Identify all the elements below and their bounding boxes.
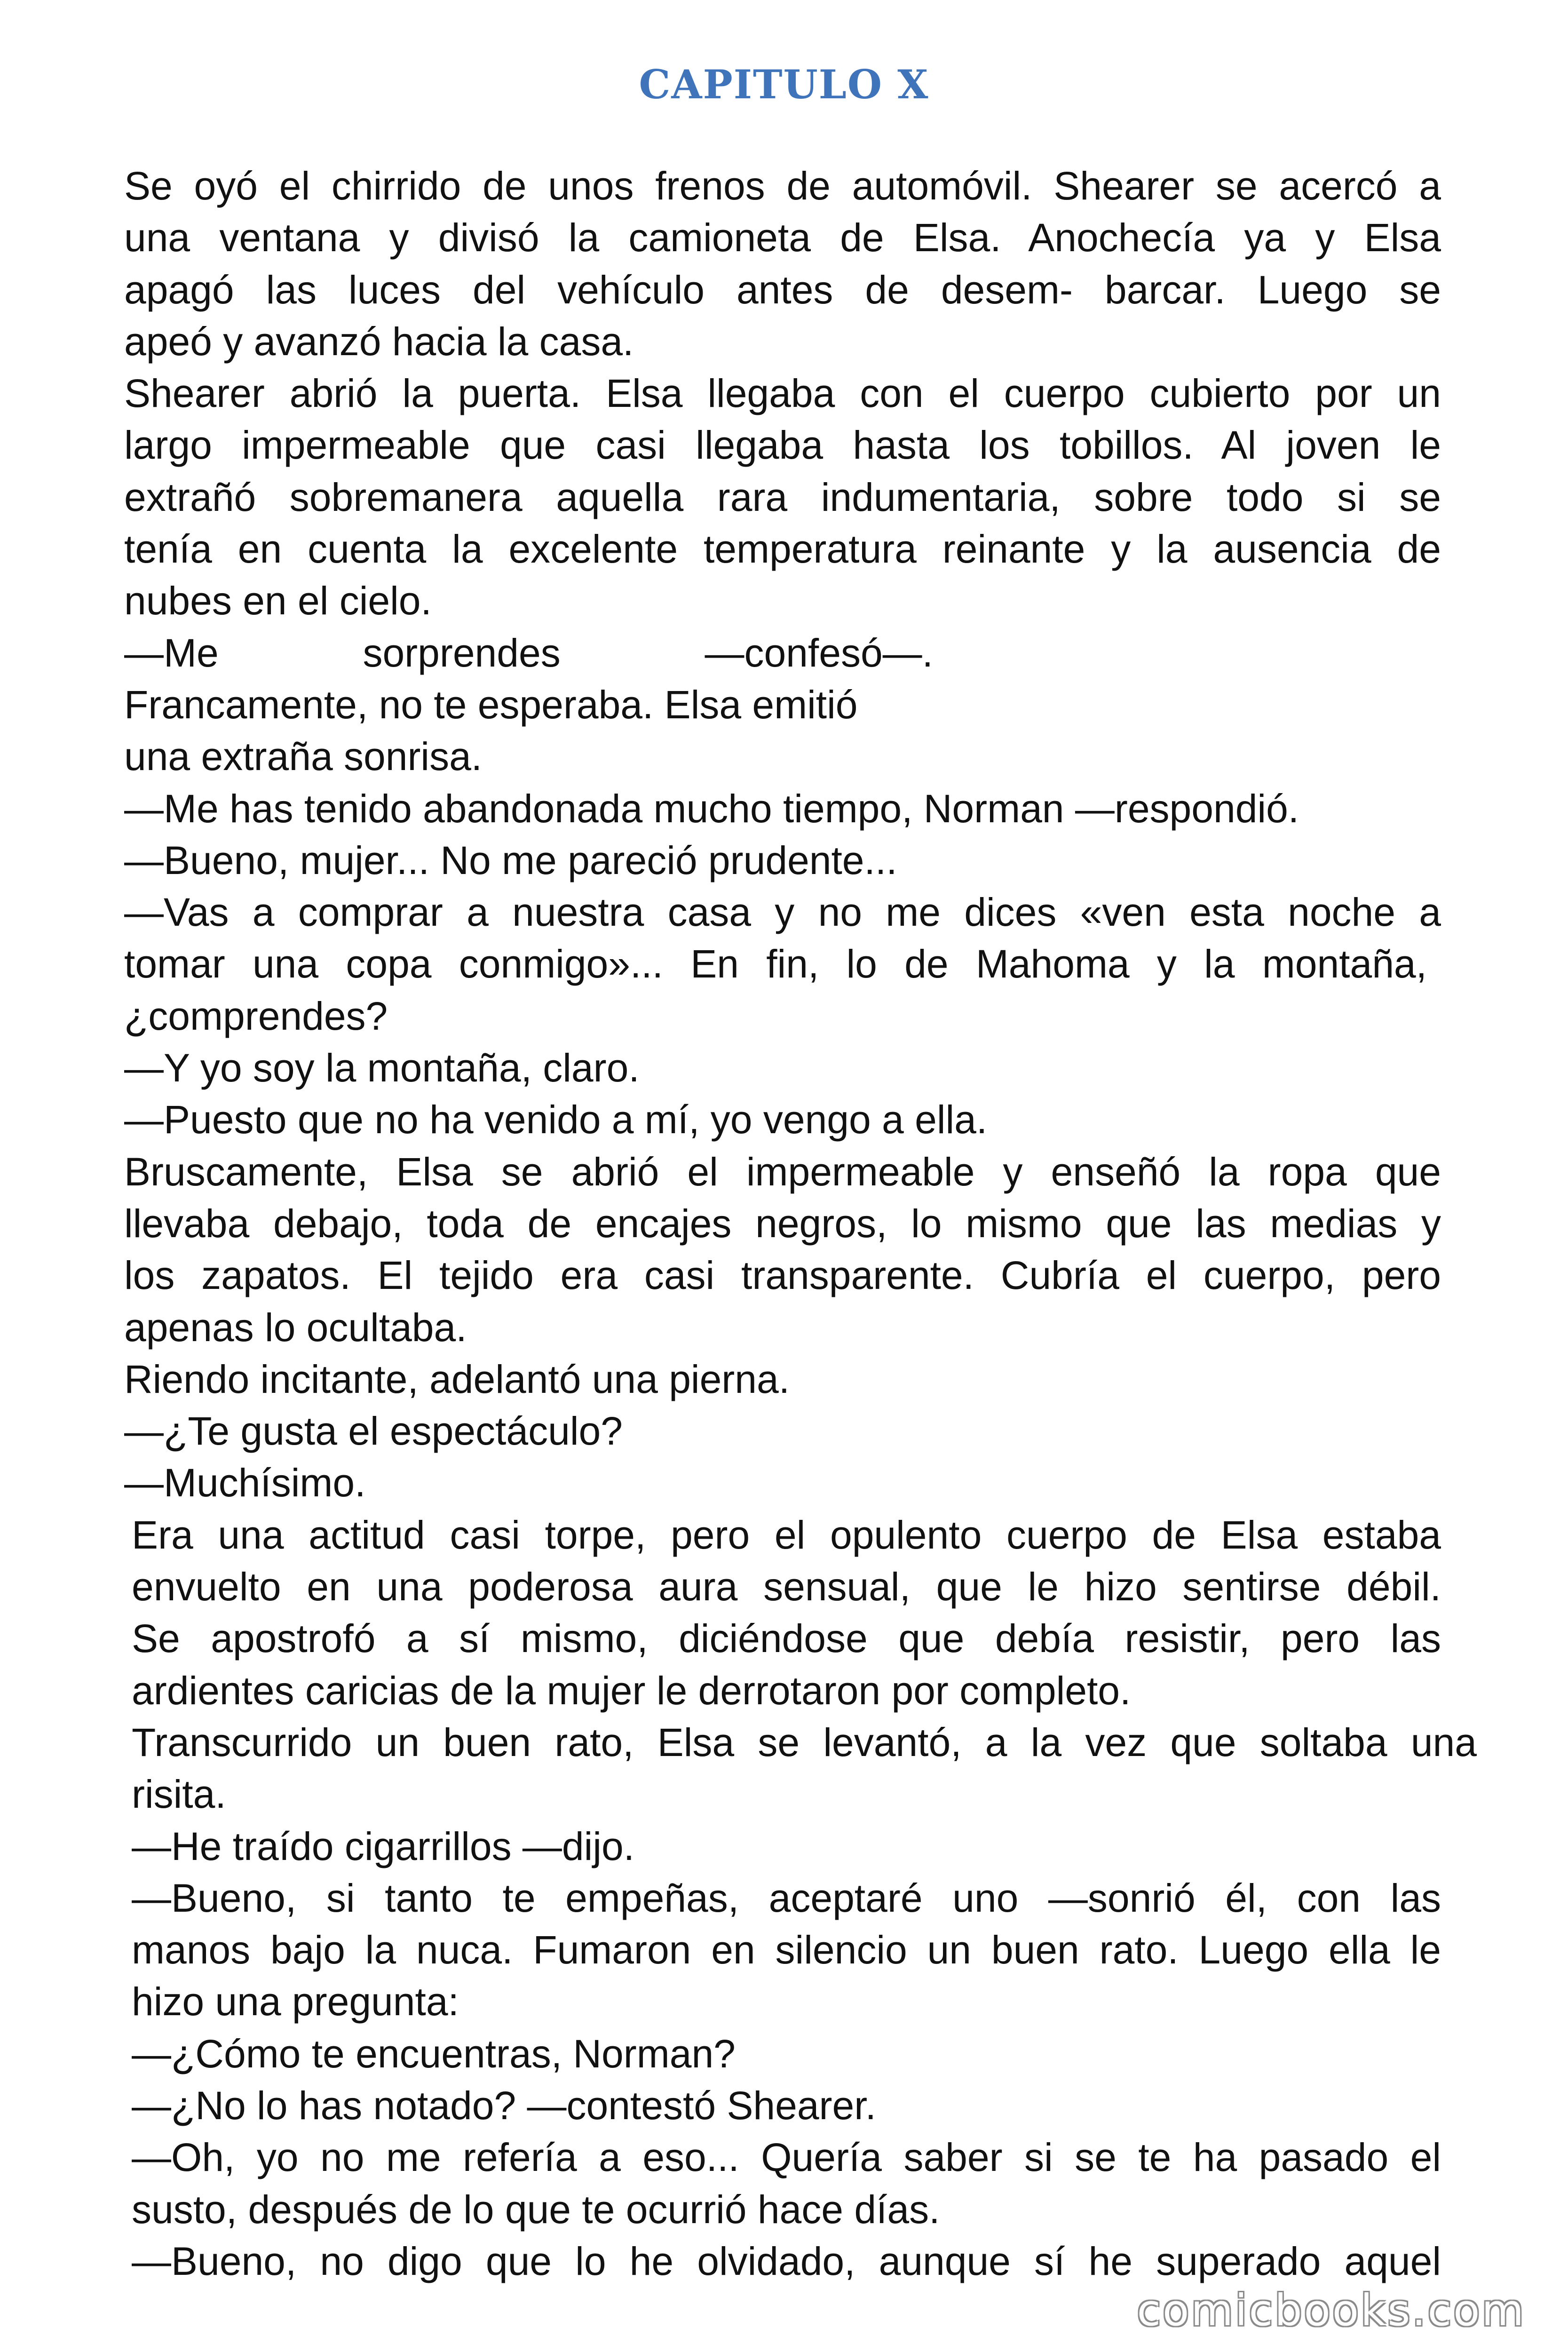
text-line: Bruscamente, Elsa se abrió el impermeable y enseñó la ropa que (124, 1149, 1441, 1194)
text-line: Riendo incitante, adelantó una pierna. (124, 1357, 790, 1401)
text-line: susto, después de lo que te ocurrió hace días. (132, 2187, 940, 2232)
text-line: —Me sorprendes —confesó—. (124, 630, 933, 675)
text-line: los zapatos. El tejido era casi transparente. Cubría el cuerpo, pero (124, 1253, 1441, 1298)
text-line: una extraña sonrisa. (124, 734, 483, 779)
text-line: tomar una copa conmigo»... En fin, lo de Mahoma y la montaña, (124, 942, 1427, 986)
text-line: —Vas a comprar a nuestra casa y no me dices «ven esta noche a (124, 890, 1441, 935)
text-line: nubes en el cielo. (124, 579, 432, 623)
text-line: —Puesto que no ha venido a mí, yo vengo a ella. (124, 1097, 988, 1142)
text-line: —Y yo soy la montaña, claro. (124, 1046, 640, 1090)
text-line: largo impermeable que casi llegaba hasta los tobillos. Al joven le (124, 423, 1441, 468)
text-line: llevaba debajo, toda de encajes negros, lo mismo que las medias y (124, 1201, 1441, 1246)
text-line: tenía en cuenta la excelente temperatura reinante y la ausencia de (124, 527, 1441, 572)
text-line: —Bueno, no digo que lo he olvidado, aunque sí he superado aquel (132, 2239, 1441, 2283)
text-line: envuelto en una poderosa aura sensual, que le hizo sentirse débil. (132, 1565, 1441, 1609)
text-line: —¿Cómo te encuentras, Norman? (132, 2031, 736, 2076)
text-line: Se apostrofó a sí mismo, diciéndose que debía resistir, pero las (132, 1616, 1441, 1661)
text-line: —He traído cigarrillos —dijo. (132, 1824, 635, 1868)
text-line: manos bajo la nuca. Fumaron en silencio un buen rato. Luego ella le (132, 1928, 1441, 1972)
text-line: extrañó sobremanera aquella rara indumentaria, sobre todo si se (124, 475, 1441, 519)
text-line: —Bueno, mujer... No me pareció prudente... (124, 838, 897, 882)
text-line: Era una actitud casi torpe, pero el opulento cuerpo de Elsa estaba (132, 1512, 1441, 1557)
text-line: —Muchísimo. (124, 1461, 366, 1505)
text-line: Francamente, no te esperaba. Elsa emitió (124, 682, 858, 727)
watermark: comicbooks.com (1137, 2285, 1526, 2336)
text-line: —Bueno, si tanto te empeñas, aceptaré uno —sonrió él, con las (132, 1875, 1441, 1920)
text-line: —Me has tenido abandonada mucho tiempo, Norman —respondió. (124, 786, 1299, 831)
text-line: una ventana y divisó la camioneta de Elsa. Anochecía ya y Elsa (124, 215, 1441, 260)
text-line: Se oyó el chirrido de unos frenos de automóvil. Shearer se acercó a (124, 164, 1441, 208)
text-line: ¿comprendes? (124, 993, 388, 1038)
text-line: risita. (132, 1772, 226, 1817)
text-line: Shearer abrió la puerta. Elsa llegaba con el cuerpo cubierto por un (124, 371, 1441, 416)
chapter-title: CAPITULO X (639, 61, 929, 108)
text-line: apenas lo ocultaba. (124, 1305, 467, 1350)
body-text (124, 160, 1477, 2287)
text-line: apagó las luces del vehículo antes de desem- barcar. Luego se (124, 267, 1441, 312)
text-line: hizo una pregunta: (132, 1979, 459, 2024)
text-line: —¿Te gusta el espectáculo? (124, 1409, 623, 1454)
text-line: Transcurrido un buen rato, Elsa se levantó, a la vez que soltaba una (132, 1720, 1477, 1764)
text-line: apeó y avanzó hacia la casa. (124, 319, 634, 364)
text-line: —Oh, yo no me refería a eso... Quería saber si se te ha pasado el (132, 2135, 1441, 2180)
text-line: —¿No lo has notado? —contestó Shearer. (132, 2083, 876, 2128)
text-line: ardientes caricias de la mujer le derrotaron por completo. (132, 1668, 1131, 1713)
